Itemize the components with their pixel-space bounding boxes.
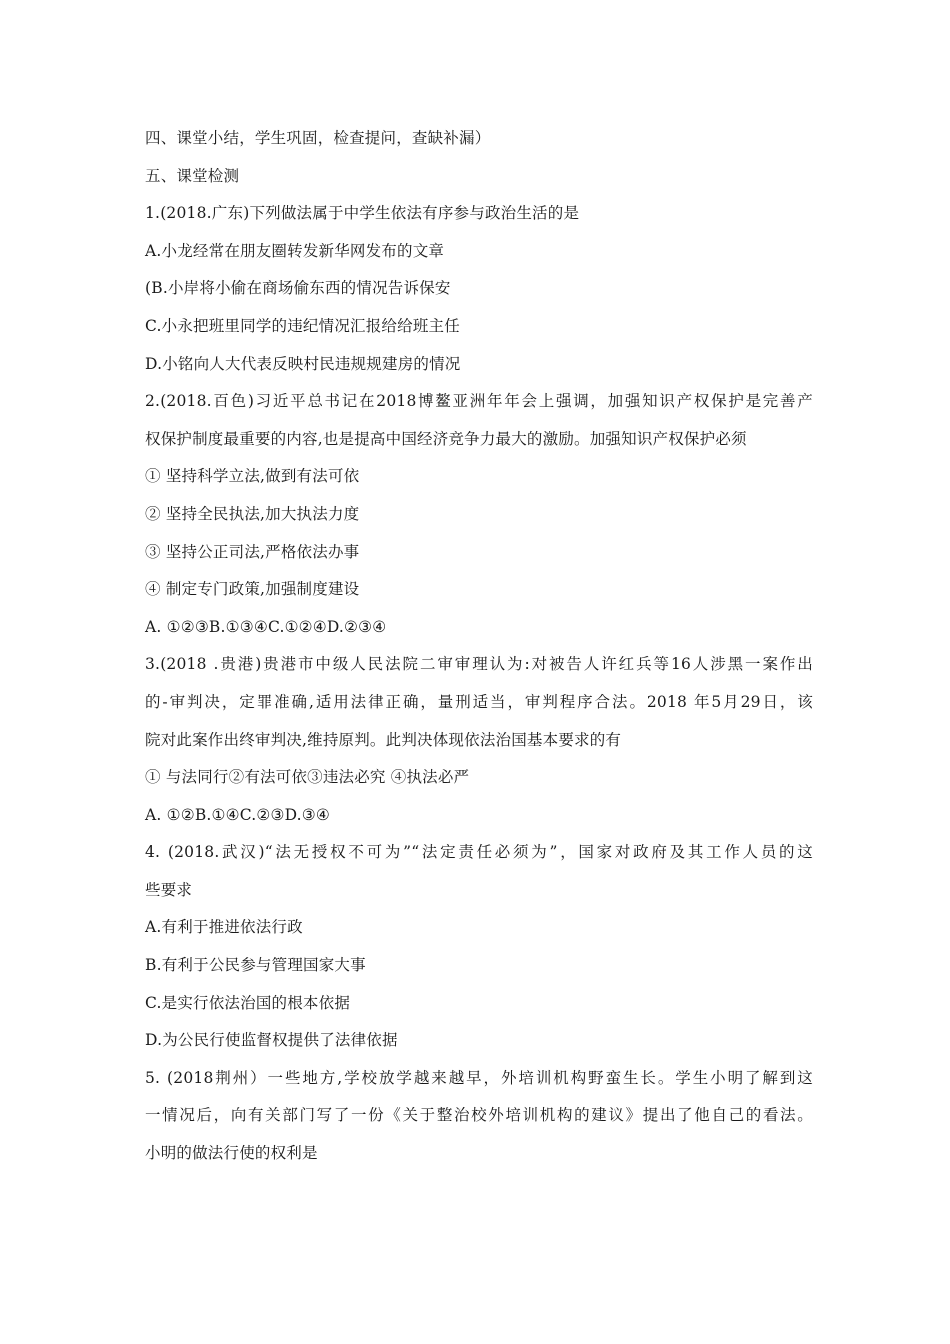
text-line-q3-stem-3: 院对此案作出终审判决,维持原判。此判决体现依法治国基本要求的有 [145, 730, 622, 749]
document-page [145, 124, 813, 1177]
text-line-q2-options: A. ①②③B.①③④C.①②④D.②③④ [145, 617, 387, 636]
text-line-q2-item-3: ③ 坚持公正司法,严格依法办事 [145, 542, 360, 561]
text-line-q5-stem-2: 一情况后，向有关部门写了一份《关于整治校外培训机构的建议》提出了他自己的看法。 [145, 1106, 813, 1125]
text-line-q1-opt-d: D.小铭向人大代表反映村民违规规建房的情况 [145, 354, 461, 373]
text-line-section-5: 五、课堂检测 [145, 166, 240, 185]
text-line-q4-opt-d: D.为公民行使监督权提供了法律依据 [145, 1031, 398, 1050]
text-line-section-4: 四、课堂小结，学生巩固，检查提问，查缺补漏） [145, 129, 491, 147]
text-line-q3-items: ① 与法同行②有法可依③违法必究 ④执法必严 [145, 768, 470, 787]
text-line-q3-options: A. ①②B.①④C.②③D.③④ [145, 805, 330, 824]
text-line-q1-opt-b: (B.小岸将小偷在商场偷东西的情况告诉保安 [145, 279, 451, 298]
text-line-q2-item-4: ④ 制定专门政策,加强制度建设 [145, 580, 360, 599]
text-line-q2-item-2: ② 坚持全民执法,加大执法力度 [145, 504, 360, 523]
text-line-q2-stem-1: 2.(2018.百色)习近平总书记在2018博鳌亚洲年年会上强调，加强知识产权保护是完善产 [145, 392, 813, 411]
text-line-q4-opt-a: A.有利于推进依法行政 [145, 918, 303, 937]
text-line-q4-opt-b: B.有利于公民参与管理国家大事 [145, 956, 366, 975]
text-line-q1-opt-a: A.小龙经常在朋友圈转发新华网发布的文章 [145, 241, 445, 260]
text-line-q1-stem: 1.(2018.广东)下列做法属于中学生依法有序参与政治生活的是 [145, 204, 580, 223]
text-line-q2-stem-2: 权保护制度最重要的内容,也是提高中国经济竞争力最大的激励。加强知识产权保护必须 [145, 429, 747, 448]
text-line-q3-stem-2: 的-审判决，定罪准确,适用法律正确，量刑适当，审判程序合法。2018 年5月29日，该 [145, 692, 813, 711]
text-line-q5-stem-1: 5. (2018荆州）一些地方,学校放学越来越早，外培训机构野蛮生长。学生小明了解到这 [145, 1068, 813, 1087]
text-line-q4-stem-1: 4. (2018.武汉)“法无授权不可为”“法定责任必须为”，国家对政府及其工作人员的这 [145, 843, 813, 862]
text-line-q5-stem-3: 小明的做法行使的权利是 [145, 1144, 318, 1163]
text-line-q4-opt-c: C.是实行依法治国的根本依据 [145, 993, 351, 1012]
text-line-q1-opt-c: C.小永把班里同学的违纪情况汇报给给班主任 [145, 316, 460, 335]
text-line-q4-stem-2: 些要求 [145, 880, 193, 899]
text-line-q2-item-1: ① 坚持科学立法,做到有法可依 [145, 467, 360, 486]
text-line-q3-stem-1: 3.(2018 .贵港)贵港市中级人民法院二审审理认为:对被告人许红兵等16人涉黑一案作出 [145, 655, 813, 674]
